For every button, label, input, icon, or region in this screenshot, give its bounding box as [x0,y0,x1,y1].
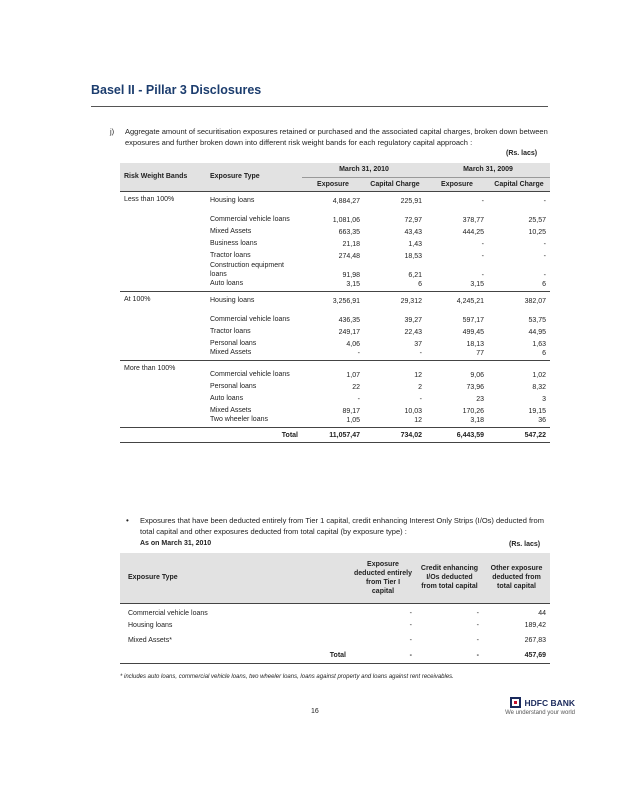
total-label: Total [120,428,302,443]
tier1-cell: - [409,622,412,629]
risk-band-cell [120,205,206,224]
exposure-2009-cell: - [481,252,484,260]
capital-2010-cell: 72,97 [404,216,422,224]
exposure-2010-cell: 1,05 [302,415,364,428]
exposure-2010-cell: 1,081,06 [332,216,360,224]
exposure-2010-cell: - [357,396,360,403]
exposure-type-cell: Business loans [210,239,258,247]
header-year-2010: March 31, 2010 [302,163,426,177]
exposure-2009-cell: 170,26 [462,408,484,415]
header-capital-2009: Capital Charge [488,177,550,191]
table-row [120,391,550,403]
total-capital-2010: 734,02 [364,428,426,443]
total-tier1: - [350,648,416,663]
header-exposure-type: Exposure Type [206,163,302,191]
table-row [120,236,550,248]
capital-2009-cell: 25,57 [528,216,546,224]
exposure-type-cell: Personal loans [210,383,257,390]
table-row [120,618,550,633]
capital-2010-cell: 6 [364,279,426,292]
risk-band-cell [120,236,206,248]
exposure-type-cell: Housing loans [210,196,255,204]
exposure-2009-cell: 444,25 [462,228,484,236]
header-capital-2010: Capital Charge [364,177,426,191]
risk-band-cell [120,348,206,361]
capital-2009-cell: 6 [488,279,550,292]
capital-2009-cell: 3 [542,396,546,403]
total-credit-ios: - [416,648,483,663]
capital-2010-cell: 22,43 [404,328,422,336]
logo-tagline: We understand your world [505,710,575,716]
table-row [120,260,550,279]
exposure-2010-cell: 274,48 [338,252,360,260]
table-row [120,336,550,348]
table-row [120,360,550,379]
header-exposure-2009: Exposure [426,177,488,191]
risk-band-cell: At 100% [124,295,151,303]
exposure-2009-cell: 378,77 [462,216,484,224]
exposure-2010-cell: 4,06 [346,340,360,348]
header-credit-ios: Credit enhancing I/Os deducted from total capital [416,553,483,603]
bank-logo [495,697,575,716]
exposure-type-cell: Mixed Assets [210,407,252,414]
capital-2010-cell: 43,43 [404,228,422,236]
risk-band-cell: More than 100% [124,364,176,372]
capital-2010-cell: 12 [364,415,426,428]
exposure-2009-cell: - [481,197,484,205]
header-tier1: Exposure deducted entirely from Tier I capital [350,553,416,603]
capital-2010-cell: 10,03 [404,408,422,415]
risk-band-cell [120,324,206,336]
table-row [120,633,550,648]
logo-icon [510,697,521,708]
exposure-type-cell: Mixed Assets [210,227,252,235]
total-capital-2009: 547,22 [488,428,550,443]
exposure-2009-cell: 3,18 [426,415,488,428]
capital-2009-cell: 36 [488,415,550,428]
tier1-cell: - [409,610,412,618]
table-row [120,324,550,336]
exposure-2009-cell: - [481,240,484,248]
exposure-2010-cell: 436,35 [338,316,360,324]
bullet-icon: • [126,516,129,525]
exposure-2010-cell: 91,98 [342,271,360,279]
exposure-2010-cell: 249,17 [338,328,360,336]
exposure-2009-cell: 4,245,21 [456,297,484,305]
unit-label-2: (Rs. lacs) [509,541,541,548]
table-row [120,403,550,415]
other-cell: 44 [538,610,546,618]
total-label-2: Total [120,648,350,663]
exposure-2009-cell: 77 [426,348,488,361]
capital-2010-cell: 39,27 [404,316,422,324]
exposure-2010-cell: 89,17 [342,408,360,415]
exposure-type-cell: Two wheeler loans [206,415,302,428]
exposure-type-cell: Commercial vehicle loans [128,610,208,618]
table-row [120,191,550,205]
exposure-2010-cell: 21,18 [342,240,360,248]
capital-2009-cell: 6 [488,348,550,361]
table-row [120,348,550,361]
header-exposure-type-2: Exposure Type [120,553,350,603]
exposure-type-cell: Housing loans [210,296,255,304]
exposure-2010-cell: 3,15 [302,279,364,292]
credit-ios-cell: - [476,610,479,618]
exposure-type-cell: Commercial vehicle loans [210,315,290,323]
capital-2009-cell: 10,25 [528,228,546,236]
exposure-2009-cell: 499,45 [462,328,484,336]
capital-2010-cell: 29,312 [400,297,422,305]
risk-band-cell [120,391,206,403]
exposure-type-cell: Housing loans [128,622,173,629]
page-number: 16 [311,708,319,715]
credit-ios-cell: - [476,637,479,644]
credit-ios-cell: - [476,622,479,629]
risk-band-cell [120,224,206,236]
header-risk-band: Risk Weight Bands [120,163,206,191]
capital-2009-cell: - [543,197,546,205]
header-exposure-2010: Exposure [302,177,364,191]
as-of-label: As on March 31, 2010 [140,540,212,547]
risk-band-cell [120,336,206,348]
table-row [120,248,550,260]
exposure-2010-cell: 663,35 [338,228,360,236]
exposure-2010-cell: - [302,348,364,361]
exposure-2009-cell: 597,17 [462,316,484,324]
exposure-2009-cell: 23 [476,396,484,403]
table-row [120,379,550,391]
unit-label: (Rs. lacs) [506,150,538,157]
section-intro: Aggregate amount of securitisation exposures retained or purchased and the associated capital charges, broken down between exposures and further broken down into different risk weight bands for each regulatory capital approach : [125,127,548,147]
capital-2009-cell: - [543,240,546,248]
exposure-2009-cell: 3,15 [426,279,488,292]
exposure-type-cell: Auto loans [206,279,302,292]
exposure-2009-cell: 73,96 [466,384,484,391]
total-other: 457,69 [483,648,550,663]
logo-name: HDFC BANK [524,697,575,708]
risk-band-cell [120,403,206,415]
capital-2010-cell: 1,43 [408,240,422,248]
risk-band-cell [120,415,206,428]
table-row [120,305,550,324]
exposure-type-cell: Mixed Assets* [128,637,172,644]
capital-2009-cell: 1,02 [532,372,546,379]
capital-2010-cell: 225,91 [400,197,422,205]
total-exposure-2009: 6,443,59 [426,428,488,443]
exposure-2009-cell: 9,06 [470,372,484,379]
capital-2010-cell: 18,53 [404,252,422,260]
exposure-type-cell: Construction equipment loans [210,261,284,278]
other-cell: 267,83 [524,637,546,644]
exposure-2009-cell: - [481,271,484,279]
table-row [120,279,550,292]
capital-2009-cell: - [543,271,546,279]
capital-2009-cell: 382,07 [524,297,546,305]
capital-2010-cell: - [419,396,422,403]
item-marker: j) [110,127,115,136]
total-exposure-2010: 11,057,47 [302,428,364,443]
exposure-type-cell: Commercial vehicle loans [210,215,290,223]
table-row [120,224,550,236]
title-divider [91,106,548,107]
footnote: * includes auto loans, commercial vehicle loans, two wheeler loans, loans against property and loans against rent receivables. [120,674,454,680]
capital-2009-cell: - [543,252,546,260]
risk-band-cell [120,260,206,279]
exposure-type-cell: Commercial vehicle loans [210,371,290,378]
tier1-cell: - [409,637,412,644]
table-row [120,291,550,305]
exposure-type-cell: Personal loans [210,339,257,347]
risk-band-cell [120,305,206,324]
capital-2009-cell: 8,32 [532,384,546,391]
exposure-type-cell: Auto loans [210,395,244,402]
exposure-type-cell: Tractor loans [210,327,251,335]
other-cell: 189,42 [524,622,546,629]
capital-2009-cell: 1,63 [532,340,546,348]
capital-2010-cell: 2 [418,384,422,391]
bullet-text: Exposures that have been deducted entirely from Tier 1 capital, credit enhancing Interest Only Strips (I/Os) deducted from total capital and other exposures deducted from total capital (by exposure type) : [140,516,544,536]
exposure-2010-cell: 1,07 [346,372,360,379]
risk-band-cell [120,379,206,391]
exposure-2010-cell: 3,256,91 [332,297,360,305]
capital-2009-cell: 44,95 [528,328,546,336]
capital-2010-cell: - [364,348,426,361]
capital-2009-cell: 19,15 [528,408,546,415]
table-row [120,205,550,224]
capital-2010-cell: 6,21 [408,271,422,279]
exposure-type-cell: Mixed Assets [206,348,302,361]
risk-band-cell: Less than 100% [124,195,175,203]
exposure-2009-cell: 18,13 [466,340,484,348]
risk-band-cell [120,279,206,292]
capital-2010-cell: 37 [414,340,422,348]
risk-weight-table [120,163,550,443]
exposure-2010-cell: 4,884,27 [332,197,360,205]
exposure-type-cell: Tractor loans [210,251,251,259]
header-other: Other exposure deducted from total capital [483,553,550,603]
table-row [120,415,550,428]
risk-band-cell [120,248,206,260]
deductions-table [120,553,550,664]
capital-2010-cell: 12 [414,372,422,379]
header-year-2009: March 31, 2009 [426,163,550,177]
table-row [120,603,550,618]
page-title: Basel II - Pillar 3 Disclosures [91,83,262,97]
capital-2009-cell: 53,75 [528,316,546,324]
exposure-2010-cell: 22 [352,384,360,391]
